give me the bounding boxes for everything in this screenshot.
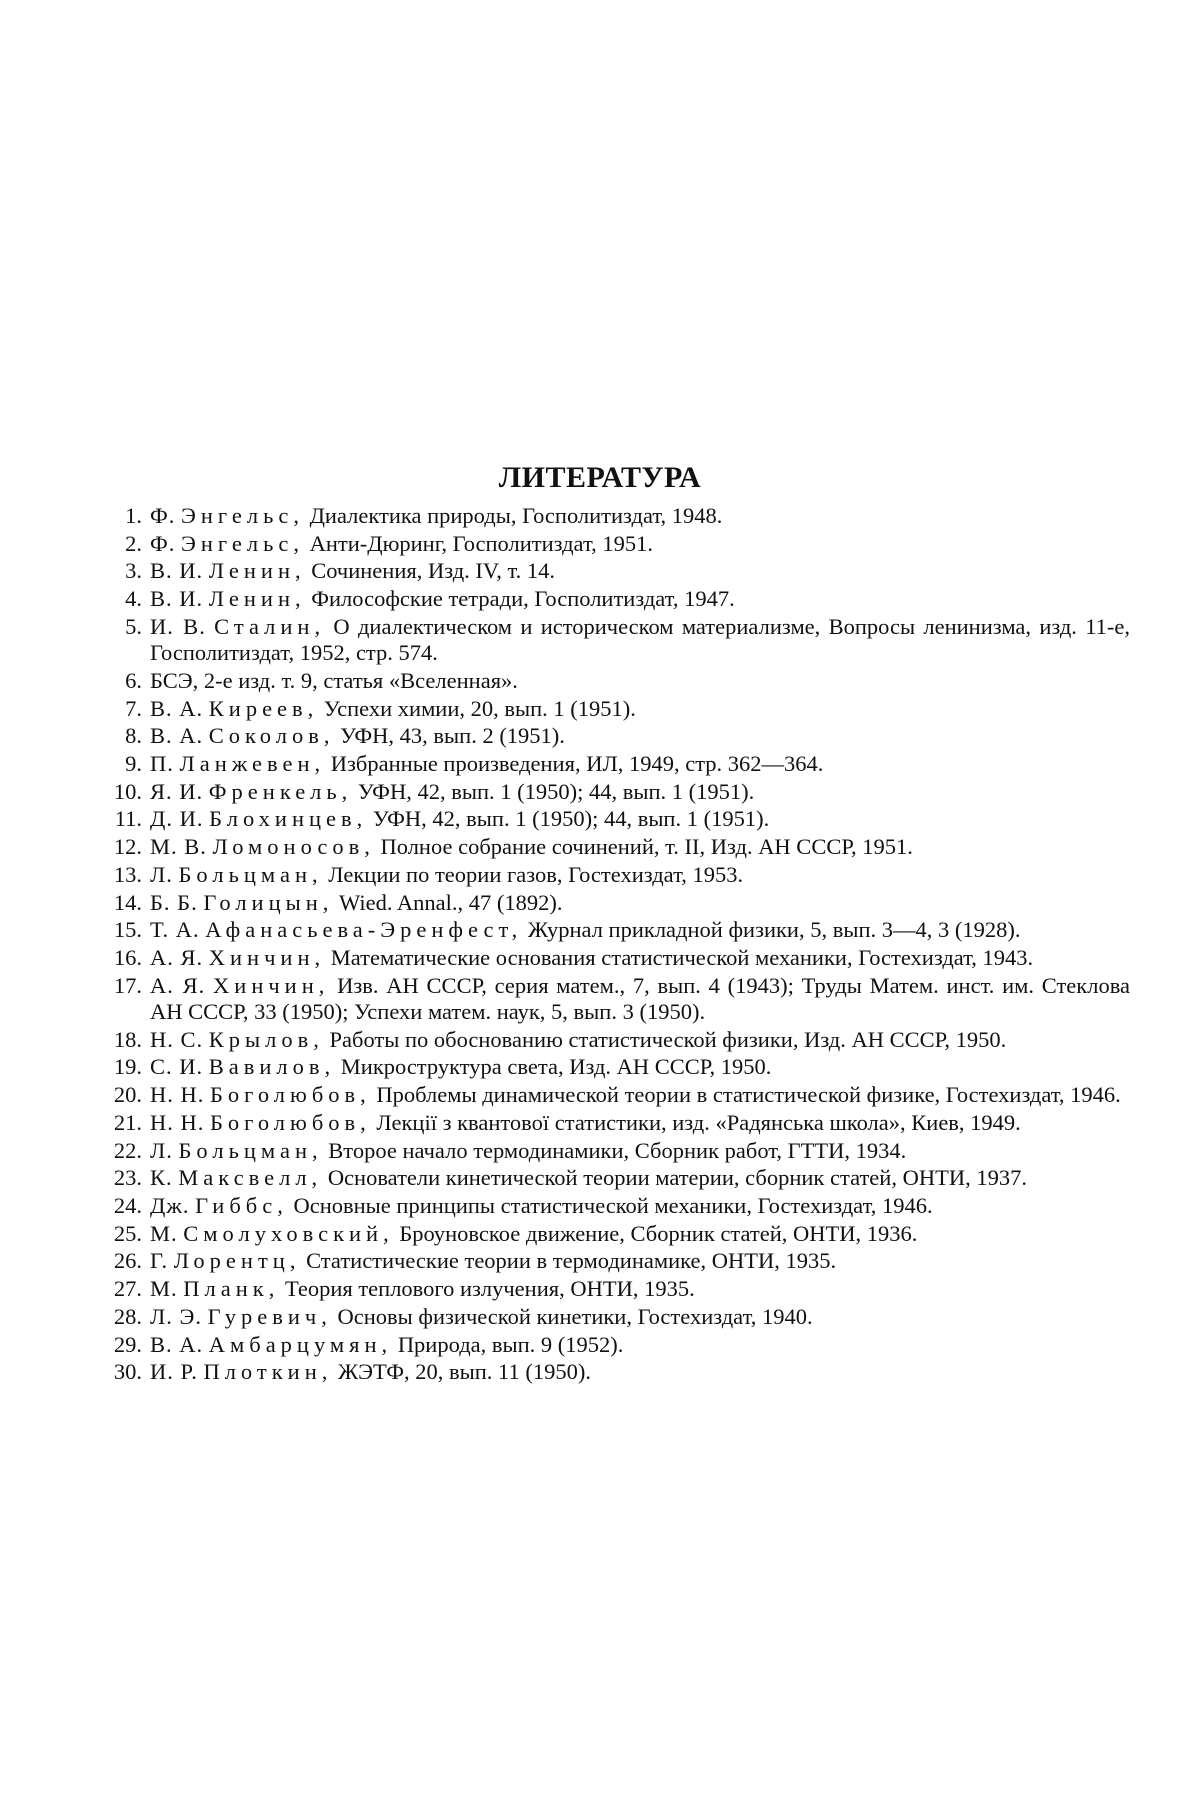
reference-author: Больцман, xyxy=(178,1137,323,1163)
reference-list xyxy=(90,503,1130,1387)
reference-author: Хинчин, xyxy=(208,944,326,970)
reference-item xyxy=(90,917,1130,943)
reference-text: Второе начало термодинамики, Сборник работ, ГТТИ, 1934. xyxy=(328,1137,907,1163)
reference-item xyxy=(90,1082,1130,1108)
reference-number: 13. xyxy=(113,861,142,887)
reference-item xyxy=(90,1054,1130,1080)
reference-item xyxy=(90,503,1130,529)
reference-author: Ланжевен, xyxy=(179,751,326,777)
reference-number: 19. xyxy=(113,1054,142,1080)
reference-item xyxy=(90,779,1130,805)
reference-text: Избранные произведения, ИЛ, 1949, стр. 362—364. xyxy=(330,751,824,777)
reference-text: Математические основания статистической механики, Гостехиздат, 1943. xyxy=(330,944,1034,970)
reference-text: Лекции по теории газов, Гостехиздат, 1953. xyxy=(328,861,744,887)
reference-initials: В. А. xyxy=(150,723,204,749)
reference-text: Изв. АН СССР, серия матем., 7, вып. 4 (1943); Труды Матем. инст. им. Стеклова АН СССР, 33 (1950); Успехи матем. наук, 5, вып. 3 (1950). xyxy=(150,972,1131,1025)
reference-text: Сочинения, Изд. IV, т. 14. xyxy=(311,558,556,584)
reference-text: Теория теплового излучения, ОНТИ, 1935. xyxy=(284,1276,695,1302)
reference-initials: М. В. xyxy=(150,834,207,860)
reference-item xyxy=(90,1221,1130,1247)
reference-author: Лорентц, xyxy=(173,1248,301,1274)
reference-number: 27. xyxy=(113,1276,142,1302)
reference-text: Философские тетради, Госполитиздат, 1947. xyxy=(311,586,735,612)
reference-number: 9. xyxy=(125,751,142,777)
reference-text: Анти-Дюринг, Госполитиздат, 1951. xyxy=(309,530,653,556)
reference-item xyxy=(90,973,1130,1026)
reference-initials: В. И. xyxy=(150,558,204,584)
reference-initials: Л. xyxy=(150,1137,173,1163)
reference-number: 16. xyxy=(113,944,142,970)
reference-author: Киреев, xyxy=(208,695,319,721)
reference-author: Планк, xyxy=(183,1276,280,1302)
reference-author: Смолуховский, xyxy=(183,1220,394,1246)
reference-text: Основные принципы статистической механики, Гостехиздат, 1946. xyxy=(293,1192,933,1218)
reference-initials: Н. Н. xyxy=(150,1082,205,1108)
reference-text: О диалектическом и историческом материализме, Вопросы ленинизма, изд. 11-е, Госполитиздат, 1952, стр. 574. xyxy=(150,613,1130,666)
reference-item xyxy=(90,862,1130,888)
reference-initials: Я. И. xyxy=(150,778,204,804)
reference-initials: Л. xyxy=(150,861,173,887)
reference-item xyxy=(90,1193,1130,1219)
reference-item xyxy=(90,834,1130,860)
reference-number: 4. xyxy=(125,586,142,612)
reference-author: Гуревич, xyxy=(207,1303,332,1329)
reference-text: УФН, 42, вып. 1 (1950); 44, вып. 1 (1951). xyxy=(357,778,755,804)
reference-item xyxy=(90,614,1130,667)
reference-text: УФН, 42, вып. 1 (1950); 44, вып. 1 (1951). xyxy=(372,806,770,832)
reference-item xyxy=(90,531,1130,557)
reference-author: Плоткин, xyxy=(203,1359,333,1385)
reference-text: Работы по обоснованию статистической физики, Изд. АН СССР, 1950. xyxy=(329,1026,1007,1052)
reference-number: 22. xyxy=(113,1137,142,1163)
reference-initials: А. Я. xyxy=(150,944,204,970)
reference-text: Броуновское движение, Сборник статей, ОНТИ, 1936. xyxy=(399,1220,918,1246)
reference-item xyxy=(90,945,1130,971)
reference-item xyxy=(90,1110,1130,1136)
reference-number: 18. xyxy=(113,1026,142,1052)
reference-number: 17. xyxy=(113,972,142,998)
reference-item xyxy=(90,1248,1130,1274)
reference-author: Хинчин, xyxy=(213,972,330,998)
reference-initials: И. Р. xyxy=(150,1359,198,1385)
reference-number: 23. xyxy=(113,1165,142,1191)
reference-number: 29. xyxy=(113,1331,142,1357)
reference-initials: Н. Н. xyxy=(150,1109,205,1135)
reference-number: 8. xyxy=(125,723,142,749)
reference-number: 6. xyxy=(125,667,142,693)
reference-initials: К. xyxy=(150,1165,173,1191)
reference-number: 2. xyxy=(125,530,142,556)
reference-initials: С. И. xyxy=(150,1054,204,1080)
reference-item xyxy=(90,1359,1130,1385)
reference-text: Диалектика природы, Госполитиздат, 1948. xyxy=(309,503,723,528)
reference-author: Больцман, xyxy=(178,861,323,887)
reference-author: Максвелл, xyxy=(178,1165,323,1191)
reference-initials: Л. Э. xyxy=(150,1303,202,1329)
reference-number: 7. xyxy=(125,695,142,721)
reference-item xyxy=(90,806,1130,832)
reference-item xyxy=(90,668,1130,694)
reference-number: 24. xyxy=(113,1192,142,1218)
reference-initials: Н. С. xyxy=(150,1026,204,1052)
reference-author: Крылов, xyxy=(208,1026,324,1052)
reference-author: Френкель, xyxy=(208,778,353,804)
reference-text: Журнал прикладной физики, 5, вып. 3—4, 3 (1928). xyxy=(527,917,1021,943)
reference-author: Боголюбов, xyxy=(210,1109,371,1135)
reference-number: 26. xyxy=(113,1248,142,1274)
reference-item xyxy=(90,723,1130,749)
reference-number: 21. xyxy=(113,1109,142,1135)
reference-author: Боголюбов, xyxy=(210,1082,371,1108)
reference-item xyxy=(90,558,1130,584)
reference-item xyxy=(90,890,1130,916)
reference-text: Полное собрание сочинений, т. II, Изд. АН СССР, 1951. xyxy=(380,834,913,860)
reference-number: 10. xyxy=(113,778,142,804)
reference-author: Ленин, xyxy=(208,586,306,612)
reference-author: Сталин, xyxy=(214,613,326,639)
reference-number: 12. xyxy=(113,834,142,860)
page-title: ЛИТЕРАТУРА xyxy=(498,461,702,495)
reference-item xyxy=(90,1304,1130,1330)
reference-initials: Б. Б. xyxy=(150,889,198,915)
reference-author: Соколов, xyxy=(208,723,335,749)
reference-number: 15. xyxy=(113,917,142,943)
reference-number: 1. xyxy=(125,503,142,528)
reference-number: 3. xyxy=(125,558,142,584)
reference-number: 28. xyxy=(113,1303,142,1329)
reference-number: 20. xyxy=(113,1082,142,1108)
reference-initials: М. xyxy=(150,1220,178,1246)
reference-item xyxy=(90,1332,1130,1358)
reference-item xyxy=(90,1027,1130,1053)
reference-item xyxy=(90,696,1130,722)
reference-number: 25. xyxy=(113,1220,142,1246)
reference-text: БСЭ, 2-е изд. т. 9, статья «Вселенная». xyxy=(150,667,518,693)
reference-text: Лекції з квантової статистики, изд. «Радянська школа», Киев, 1949. xyxy=(376,1109,1021,1135)
reference-author: Ленин, xyxy=(208,558,306,584)
reference-initials: Г. xyxy=(150,1248,169,1274)
reference-author: Энгельс, xyxy=(181,530,304,556)
reference-author: Амбарцумян, xyxy=(208,1331,393,1357)
reference-author: Вавилов, xyxy=(208,1054,336,1080)
reference-initials: Ф. xyxy=(150,503,176,528)
reference-author: Ломоносов, xyxy=(212,834,375,860)
reference-text: УФН, 43, вып. 2 (1951). xyxy=(340,723,565,749)
reference-initials: Т. А. xyxy=(150,917,200,943)
reference-initials: Дж. xyxy=(150,1192,190,1218)
reference-number: 11. xyxy=(114,806,142,832)
reference-item xyxy=(90,1138,1130,1164)
reference-number: 14. xyxy=(113,889,142,915)
reference-item xyxy=(90,1165,1130,1191)
reference-text: Основы физической кинетики, Гостехиздат, 1940. xyxy=(337,1303,813,1329)
reference-initials: И. В. xyxy=(150,613,206,639)
reference-text: Проблемы динамической теории в статистической физике, Гостехиздат, 1946. xyxy=(376,1082,1121,1108)
reference-initials: В. И. xyxy=(150,586,204,612)
reference-item xyxy=(90,586,1130,612)
reference-text: Микроструктура света, Изд. АН СССР, 1950. xyxy=(340,1054,772,1080)
reference-text: Природа, вып. 9 (1952). xyxy=(397,1331,624,1357)
reference-initials: Д. И. xyxy=(150,806,204,832)
reference-initials: В. А. xyxy=(150,695,204,721)
reference-initials: Ф. xyxy=(150,530,176,556)
reference-text: ЖЭТФ, 20, вып. 11 (1950). xyxy=(337,1359,591,1385)
reference-author: Афанасьева-Эренфест, xyxy=(205,917,523,943)
reference-text: Успехи химии, 20, вып. 1 (1951). xyxy=(323,695,636,721)
reference-text: Статистические теории в термодинамике, ОНТИ, 1935. xyxy=(306,1248,837,1274)
reference-item xyxy=(90,751,1130,777)
reference-initials: М. xyxy=(150,1276,178,1302)
reference-author: Голицын, xyxy=(203,889,334,915)
reference-author: Гиббс, xyxy=(195,1192,288,1218)
reference-author: Энгельс, xyxy=(181,503,304,528)
reference-item xyxy=(90,1276,1130,1302)
reference-initials: А. Я. xyxy=(150,972,206,998)
reference-initials: П. xyxy=(150,751,174,777)
reference-initials: В. А. xyxy=(150,1331,204,1357)
reference-author: Блохинцев, xyxy=(209,806,368,832)
reference-number: 30. xyxy=(113,1359,142,1385)
reference-text: Wied. Annal., 47 (1892). xyxy=(339,889,563,915)
reference-number: 5. xyxy=(125,613,142,639)
reference-text: Основатели кинетической теории материи, сборник статей, ОНТИ, 1937. xyxy=(327,1165,1027,1191)
